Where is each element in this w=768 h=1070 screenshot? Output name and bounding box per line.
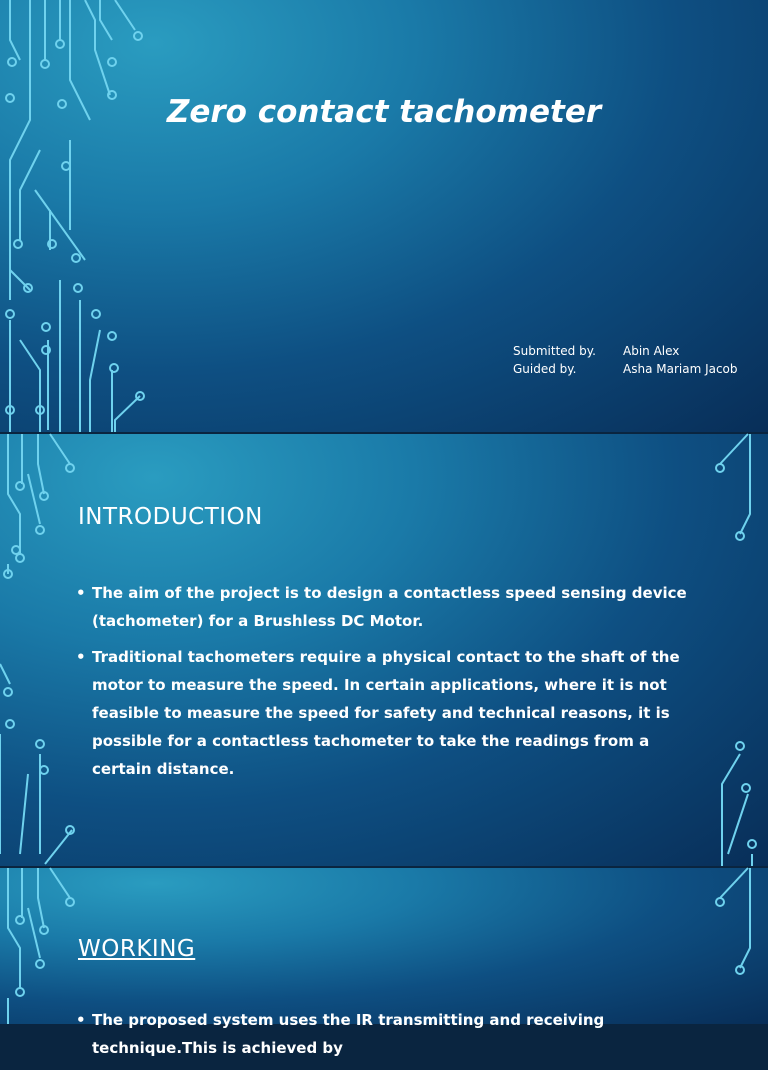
guided-label: Guided by. [513, 362, 577, 376]
list-item [76, 1006, 706, 1062]
slide-title: Zero contact tachometer [166, 94, 602, 130]
guided-value: Asha Mariam Jacob [623, 362, 738, 376]
bullet-dot: • [76, 584, 86, 602]
bullet-text: The aim of the project is to design a contactless speed sensing device (tachometer) for a Brushless DC Motor. [92, 584, 687, 630]
list-item [76, 643, 706, 783]
bullet-dot: • [76, 648, 86, 666]
title-slide [0, 0, 768, 432]
bullet-text: The proposed system uses the IR transmitting and receiving technique.This is achieved by [92, 1011, 605, 1057]
circuit-decoration-left [0, 0, 160, 432]
submitted-value: Abin Alex [623, 344, 680, 358]
bullet-list [76, 579, 706, 791]
list-item [76, 579, 706, 635]
submitted-row [513, 342, 738, 360]
bullet-list [76, 1006, 706, 1070]
submitted-label: Submitted by. [513, 344, 596, 358]
section-heading: WORKING [78, 936, 196, 962]
section-heading: INTRODUCTION [78, 504, 263, 530]
bullet-text: Traditional tachometers require a physical contact to the shaft of the motor to measure the speed. In certain applications, where it is not feasible to measure the speed for safety and technical reasons, it is possible for a contactless tachometer to take the readings from a certain distance. [92, 648, 680, 778]
introduction-slide [0, 434, 768, 866]
working-slide [0, 868, 768, 1057]
credits-block [513, 342, 738, 378]
guided-row [513, 360, 738, 378]
bullet-dot: • [76, 1011, 86, 1029]
